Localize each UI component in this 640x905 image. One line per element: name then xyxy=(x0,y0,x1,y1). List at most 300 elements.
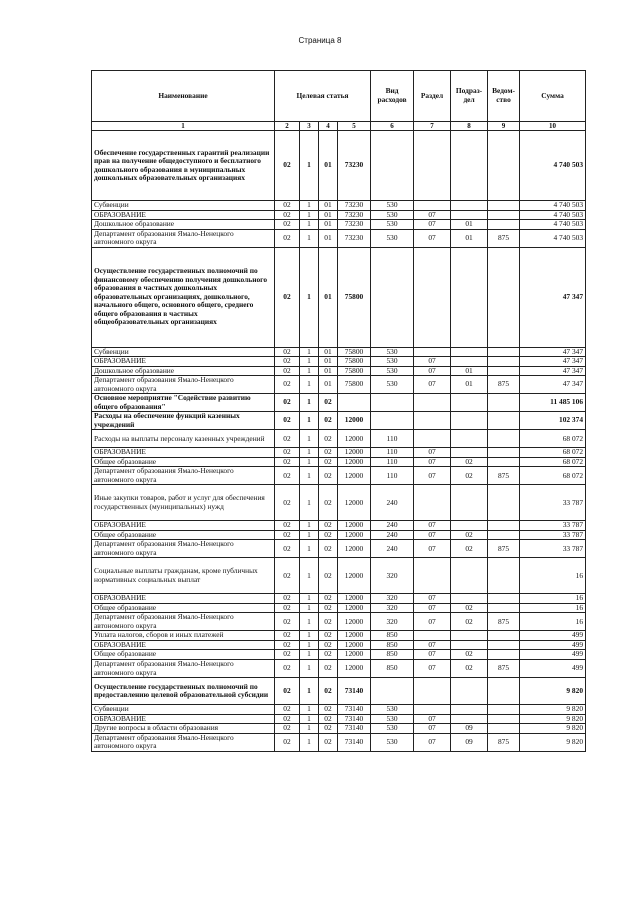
row-name: Общее образование xyxy=(92,530,275,540)
expense-type-code: 110 xyxy=(371,448,414,458)
target-code-event: 01 xyxy=(319,347,338,357)
subsection-code: 02 xyxy=(451,540,488,558)
column-number: 2 xyxy=(275,122,300,131)
row-name: Общее образование xyxy=(92,603,275,613)
target-code-direction: 73230 xyxy=(338,210,371,220)
target-code-subprogram: 1 xyxy=(300,631,319,641)
target-code-direction: 73230 xyxy=(338,201,371,211)
row-sum: 33 787 xyxy=(520,485,586,521)
target-code-event: 02 xyxy=(319,530,338,540)
table-row xyxy=(92,640,586,650)
target-code-program: 02 xyxy=(275,347,300,357)
target-code-subprogram: 1 xyxy=(300,705,319,715)
target-code-event: 02 xyxy=(319,467,338,485)
table-row xyxy=(92,220,586,230)
expense-type-code: 850 xyxy=(371,650,414,660)
target-code-program: 02 xyxy=(275,201,300,211)
target-code-program: 02 xyxy=(275,229,300,247)
row-sum: 11 485 106 xyxy=(520,394,586,412)
table-row xyxy=(92,467,586,485)
row-sum: 9 820 xyxy=(520,733,586,751)
subsection-code xyxy=(451,247,488,347)
row-sum: 16 xyxy=(520,613,586,631)
department-code xyxy=(488,594,520,604)
department-code xyxy=(488,247,520,347)
table-row xyxy=(92,530,586,540)
target-code-program: 02 xyxy=(275,558,300,594)
expense-type-code: 530 xyxy=(371,724,414,734)
page-label: Страница 8 xyxy=(298,36,342,45)
target-code-subprogram: 1 xyxy=(300,220,319,230)
department-code xyxy=(488,650,520,660)
row-name: ОБРАЗОВАНИЕ xyxy=(92,357,275,367)
table-row xyxy=(92,457,586,467)
department-code xyxy=(488,631,520,641)
row-name: Расходы на обеспечение функций казенных учреждений xyxy=(92,412,275,430)
target-code-event: 02 xyxy=(319,594,338,604)
department-code: 875 xyxy=(488,733,520,751)
target-code-program: 02 xyxy=(275,594,300,604)
section-code xyxy=(414,131,451,201)
row-name: Дошкольное образование xyxy=(92,220,275,230)
table-header xyxy=(92,71,586,122)
target-code-subprogram: 1 xyxy=(300,229,319,247)
column-number: 4 xyxy=(319,122,338,131)
column-numbers-row xyxy=(92,122,586,131)
target-code-program: 02 xyxy=(275,733,300,751)
table-row xyxy=(92,724,586,734)
expense-type-code: 850 xyxy=(371,660,414,678)
row-name: Общее образование xyxy=(92,457,275,467)
department-code: 875 xyxy=(488,613,520,631)
target-code-direction: 12000 xyxy=(338,640,371,650)
target-code-event: 01 xyxy=(319,366,338,376)
section-code: 07 xyxy=(414,724,451,734)
table-row xyxy=(92,347,586,357)
table-body xyxy=(92,131,586,752)
target-code-program: 02 xyxy=(275,366,300,376)
column-number: 5 xyxy=(338,122,371,131)
target-code-program: 02 xyxy=(275,530,300,540)
section-code: 07 xyxy=(414,448,451,458)
header-sum: Сумма xyxy=(520,71,586,122)
row-name: ОБРАЗОВАНИЕ xyxy=(92,210,275,220)
target-code-subprogram: 1 xyxy=(300,660,319,678)
expense-type-code: 240 xyxy=(371,540,414,558)
subsection-code: 01 xyxy=(451,366,488,376)
target-code-subprogram: 1 xyxy=(300,357,319,367)
target-code-program: 02 xyxy=(275,210,300,220)
section-code: 07 xyxy=(414,210,451,220)
target-code-subprogram: 1 xyxy=(300,366,319,376)
target-code-subprogram: 1 xyxy=(300,594,319,604)
row-sum: 4 740 503 xyxy=(520,229,586,247)
department-code xyxy=(488,131,520,201)
target-code-program: 02 xyxy=(275,613,300,631)
row-sum: 68 072 xyxy=(520,457,586,467)
expense-type-code: 240 xyxy=(371,485,414,521)
expense-type-code: 530 xyxy=(371,210,414,220)
department-code xyxy=(488,724,520,734)
department-code xyxy=(488,603,520,613)
expense-type-code: 530 xyxy=(371,366,414,376)
section-code xyxy=(414,347,451,357)
row-name: ОБРАЗОВАНИЕ xyxy=(92,521,275,531)
subsection-code xyxy=(451,594,488,604)
target-code-subprogram: 1 xyxy=(300,201,319,211)
subsection-code xyxy=(451,714,488,724)
target-code-program: 02 xyxy=(275,603,300,613)
department-code xyxy=(488,448,520,458)
target-code-direction: 12000 xyxy=(338,650,371,660)
row-name: Осуществление государственных полномочий по финансовому обеспечению получения дошкольного образования в частных дошкольных образовательных организациях, дошкольного, начального общего, основного общего, среднего общего образования в частных общеобразовательных организациях xyxy=(92,247,275,347)
subsection-code xyxy=(451,640,488,650)
target-code-subprogram: 1 xyxy=(300,724,319,734)
subsection-code: 02 xyxy=(451,613,488,631)
header-target-article: Целевая статья xyxy=(275,71,371,122)
section-code xyxy=(414,247,451,347)
table-row xyxy=(92,540,586,558)
expense-type-code: 530 xyxy=(371,229,414,247)
subsection-code xyxy=(451,201,488,211)
target-code-direction: 12000 xyxy=(338,467,371,485)
table-row xyxy=(92,430,586,448)
expense-type-code: 320 xyxy=(371,594,414,604)
target-code-event: 02 xyxy=(319,650,338,660)
row-sum: 47 347 xyxy=(520,376,586,394)
row-name: ОБРАЗОВАНИЕ xyxy=(92,594,275,604)
target-code-event: 01 xyxy=(319,247,338,347)
target-code-direction: 73230 xyxy=(338,229,371,247)
table-row xyxy=(92,594,586,604)
row-name: Субвенции xyxy=(92,201,275,211)
row-sum: 499 xyxy=(520,650,586,660)
expense-type-code xyxy=(371,131,414,201)
column-number: 7 xyxy=(414,122,451,131)
section-code: 07 xyxy=(414,357,451,367)
target-code-program: 02 xyxy=(275,457,300,467)
department-code xyxy=(488,394,520,412)
target-code-event: 01 xyxy=(319,357,338,367)
expense-type-code xyxy=(371,394,414,412)
expense-type-code: 240 xyxy=(371,530,414,540)
target-code-subprogram: 1 xyxy=(300,530,319,540)
department-code: 875 xyxy=(488,660,520,678)
subsection-code: 02 xyxy=(451,660,488,678)
department-code: 875 xyxy=(488,229,520,247)
table-row xyxy=(92,210,586,220)
subsection-code xyxy=(451,412,488,430)
department-code xyxy=(488,530,520,540)
target-code-program: 02 xyxy=(275,724,300,734)
row-sum: 47 347 xyxy=(520,366,586,376)
subsection-code: 01 xyxy=(451,376,488,394)
target-code-direction: 12000 xyxy=(338,594,371,604)
department-code xyxy=(488,357,520,367)
section-code xyxy=(414,430,451,448)
target-code-subprogram: 1 xyxy=(300,376,319,394)
section-code: 07 xyxy=(414,714,451,724)
subsection-code xyxy=(451,705,488,715)
subsection-code xyxy=(451,485,488,521)
row-name: Другие вопросы в области образования xyxy=(92,724,275,734)
department-code xyxy=(488,430,520,448)
target-code-direction: 12000 xyxy=(338,530,371,540)
expense-type-code: 530 xyxy=(371,705,414,715)
subsection-code xyxy=(451,448,488,458)
target-code-program: 02 xyxy=(275,631,300,641)
header-name: Наименование xyxy=(92,71,275,122)
expense-type-code: 320 xyxy=(371,603,414,613)
target-code-direction: 12000 xyxy=(338,430,371,448)
subsection-code: 02 xyxy=(451,603,488,613)
department-code xyxy=(488,347,520,357)
row-sum: 499 xyxy=(520,660,586,678)
table-row xyxy=(92,201,586,211)
row-name: Основное мероприятие "Содействие развитию общего образования" xyxy=(92,394,275,412)
row-name: Департамент образования Ямало-Ненецкого автономного округа xyxy=(92,376,275,394)
row-sum: 68 072 xyxy=(520,448,586,458)
department-code: 875 xyxy=(488,540,520,558)
section-code: 07 xyxy=(414,640,451,650)
target-code-subprogram: 1 xyxy=(300,650,319,660)
table-row xyxy=(92,613,586,631)
table-row xyxy=(92,366,586,376)
target-code-direction: 73230 xyxy=(338,220,371,230)
department-code: 875 xyxy=(488,467,520,485)
row-sum: 16 xyxy=(520,594,586,604)
target-code-direction: 12000 xyxy=(338,485,371,521)
section-code: 07 xyxy=(414,220,451,230)
department-code xyxy=(488,220,520,230)
target-code-direction: 12000 xyxy=(338,603,371,613)
target-code-event: 02 xyxy=(319,457,338,467)
target-code-direction: 73140 xyxy=(338,724,371,734)
subsection-code xyxy=(451,430,488,448)
row-name: Уплата налогов, сборов и иных платежей xyxy=(92,631,275,641)
section-code: 07 xyxy=(414,530,451,540)
target-code-program: 02 xyxy=(275,448,300,458)
department-code xyxy=(488,558,520,594)
target-code-direction: 73140 xyxy=(338,705,371,715)
target-code-event: 02 xyxy=(319,485,338,521)
subsection-code xyxy=(451,558,488,594)
row-sum: 4 740 503 xyxy=(520,131,586,201)
section-code: 07 xyxy=(414,613,451,631)
target-code-direction: 75800 xyxy=(338,376,371,394)
target-code-event: 01 xyxy=(319,376,338,394)
target-code-subprogram: 1 xyxy=(300,247,319,347)
expense-type-code: 320 xyxy=(371,613,414,631)
target-code-direction: 12000 xyxy=(338,448,371,458)
target-code-event: 01 xyxy=(319,229,338,247)
section-code: 07 xyxy=(414,366,451,376)
row-sum: 4 740 503 xyxy=(520,210,586,220)
subsection-code xyxy=(451,357,488,367)
row-sum: 9 820 xyxy=(520,678,586,705)
row-name: Департамент образования Ямало-Ненецкого автономного округа xyxy=(92,613,275,631)
table-row xyxy=(92,603,586,613)
target-code-event: 02 xyxy=(319,724,338,734)
target-code-program: 02 xyxy=(275,394,300,412)
row-sum: 499 xyxy=(520,640,586,650)
expense-type-code xyxy=(371,247,414,347)
table-row xyxy=(92,485,586,521)
department-code xyxy=(488,485,520,521)
row-name: Департамент образования Ямало-Ненецкого автономного округа xyxy=(92,733,275,751)
target-code-event: 01 xyxy=(319,210,338,220)
target-code-subprogram: 1 xyxy=(300,457,319,467)
section-code: 07 xyxy=(414,376,451,394)
target-code-direction: 12000 xyxy=(338,613,371,631)
row-name: Расходы на выплаты персоналу казенных учреждений xyxy=(92,430,275,448)
row-name: Социальные выплаты гражданам, кроме публичных нормативных социальных выплат xyxy=(92,558,275,594)
target-code-program: 02 xyxy=(275,705,300,715)
target-code-subprogram: 1 xyxy=(300,540,319,558)
target-code-subprogram: 1 xyxy=(300,733,319,751)
section-code xyxy=(414,201,451,211)
subsection-code xyxy=(451,394,488,412)
table-row xyxy=(92,678,586,705)
table-row xyxy=(92,448,586,458)
row-name: ОБРАЗОВАНИЕ xyxy=(92,714,275,724)
row-name: Дошкольное образование xyxy=(92,366,275,376)
expense-type-code: 110 xyxy=(371,457,414,467)
row-sum: 9 820 xyxy=(520,724,586,734)
target-code-direction: 12000 xyxy=(338,540,371,558)
expense-type-code: 530 xyxy=(371,347,414,357)
header-subsection: Подраз-дел xyxy=(451,71,488,122)
subsection-code: 02 xyxy=(451,457,488,467)
section-code: 07 xyxy=(414,660,451,678)
expense-type-code: 530 xyxy=(371,714,414,724)
target-code-event: 02 xyxy=(319,660,338,678)
row-sum: 4 740 503 xyxy=(520,201,586,211)
target-code-subprogram: 1 xyxy=(300,640,319,650)
expense-type-code xyxy=(371,678,414,705)
target-code-direction: 75800 xyxy=(338,347,371,357)
column-number: 3 xyxy=(300,122,319,131)
target-code-event: 01 xyxy=(319,131,338,201)
section-code: 07 xyxy=(414,467,451,485)
expense-type-code: 320 xyxy=(371,558,414,594)
subsection-code: 01 xyxy=(451,229,488,247)
target-code-program: 02 xyxy=(275,678,300,705)
target-code-subprogram: 1 xyxy=(300,430,319,448)
target-code-subprogram: 1 xyxy=(300,448,319,458)
target-code-program: 02 xyxy=(275,467,300,485)
header-section: Раздел xyxy=(414,71,451,122)
table-row xyxy=(92,357,586,367)
row-sum: 33 787 xyxy=(520,530,586,540)
section-code: 07 xyxy=(414,457,451,467)
subsection-code xyxy=(451,521,488,531)
column-number: 8 xyxy=(451,122,488,131)
expense-type-code: 530 xyxy=(371,733,414,751)
header-department: Ведом-ство xyxy=(488,71,520,122)
row-sum: 102 374 xyxy=(520,412,586,430)
target-code-direction: 75800 xyxy=(338,357,371,367)
department-code xyxy=(488,678,520,705)
target-code-program: 02 xyxy=(275,485,300,521)
row-name: Субвенции xyxy=(92,705,275,715)
row-sum: 47 347 xyxy=(520,347,586,357)
section-code xyxy=(414,678,451,705)
expense-type-code: 530 xyxy=(371,376,414,394)
department-code xyxy=(488,210,520,220)
target-code-subprogram: 1 xyxy=(300,347,319,357)
row-name: Департамент образования Ямало-Ненецкого автономного округа xyxy=(92,660,275,678)
target-code-program: 02 xyxy=(275,521,300,531)
target-code-direction: 12000 xyxy=(338,412,371,430)
target-code-event: 02 xyxy=(319,430,338,448)
department-code xyxy=(488,366,520,376)
table-row xyxy=(92,558,586,594)
target-code-event: 02 xyxy=(319,613,338,631)
target-code-direction: 75800 xyxy=(338,366,371,376)
row-name: ОБРАЗОВАНИЕ xyxy=(92,448,275,458)
target-code-direction: 12000 xyxy=(338,660,371,678)
expense-type-code: 110 xyxy=(371,467,414,485)
subsection-code: 02 xyxy=(451,650,488,660)
target-code-event: 02 xyxy=(319,678,338,705)
target-code-event: 02 xyxy=(319,640,338,650)
department-code xyxy=(488,412,520,430)
target-code-event: 02 xyxy=(319,705,338,715)
table-row xyxy=(92,660,586,678)
department-code xyxy=(488,714,520,724)
target-code-program: 02 xyxy=(275,714,300,724)
department-code xyxy=(488,457,520,467)
target-code-program: 02 xyxy=(275,640,300,650)
target-code-event: 01 xyxy=(319,201,338,211)
section-code: 07 xyxy=(414,733,451,751)
expense-type-code: 850 xyxy=(371,631,414,641)
target-code-subprogram: 1 xyxy=(300,714,319,724)
target-code-subprogram: 1 xyxy=(300,412,319,430)
target-code-event: 02 xyxy=(319,521,338,531)
target-code-event: 02 xyxy=(319,448,338,458)
target-code-direction: 12000 xyxy=(338,521,371,531)
expense-type-code xyxy=(371,412,414,430)
row-sum: 47 347 xyxy=(520,357,586,367)
row-name: Обеспечение государственных гарантий реализации прав на получение общедоступного и бесплатного дошкольного образования в муниципальных дошкольных образовательных организациях xyxy=(92,131,275,201)
target-code-subprogram: 1 xyxy=(300,558,319,594)
target-code-event: 02 xyxy=(319,631,338,641)
target-code-program: 02 xyxy=(275,131,300,201)
row-sum: 9 820 xyxy=(520,714,586,724)
department-code xyxy=(488,640,520,650)
expense-type-code: 530 xyxy=(371,357,414,367)
row-name: Департамент образования Ямало-Ненецкого автономного округа xyxy=(92,540,275,558)
target-code-program: 02 xyxy=(275,660,300,678)
target-code-subprogram: 1 xyxy=(300,521,319,531)
row-name: Департамент образования Ямало-Ненецкого автономного округа xyxy=(92,229,275,247)
row-sum: 33 787 xyxy=(520,521,586,531)
table-row xyxy=(92,229,586,247)
row-sum: 499 xyxy=(520,631,586,641)
target-code-event: 02 xyxy=(319,394,338,412)
expense-type-code: 530 xyxy=(371,201,414,211)
expense-type-code: 240 xyxy=(371,521,414,531)
subsection-code: 01 xyxy=(451,220,488,230)
row-sum: 68 072 xyxy=(520,467,586,485)
section-code xyxy=(414,558,451,594)
row-name: Общее образование xyxy=(92,650,275,660)
subsection-code xyxy=(451,210,488,220)
section-code xyxy=(414,394,451,412)
row-sum: 9 820 xyxy=(520,705,586,715)
